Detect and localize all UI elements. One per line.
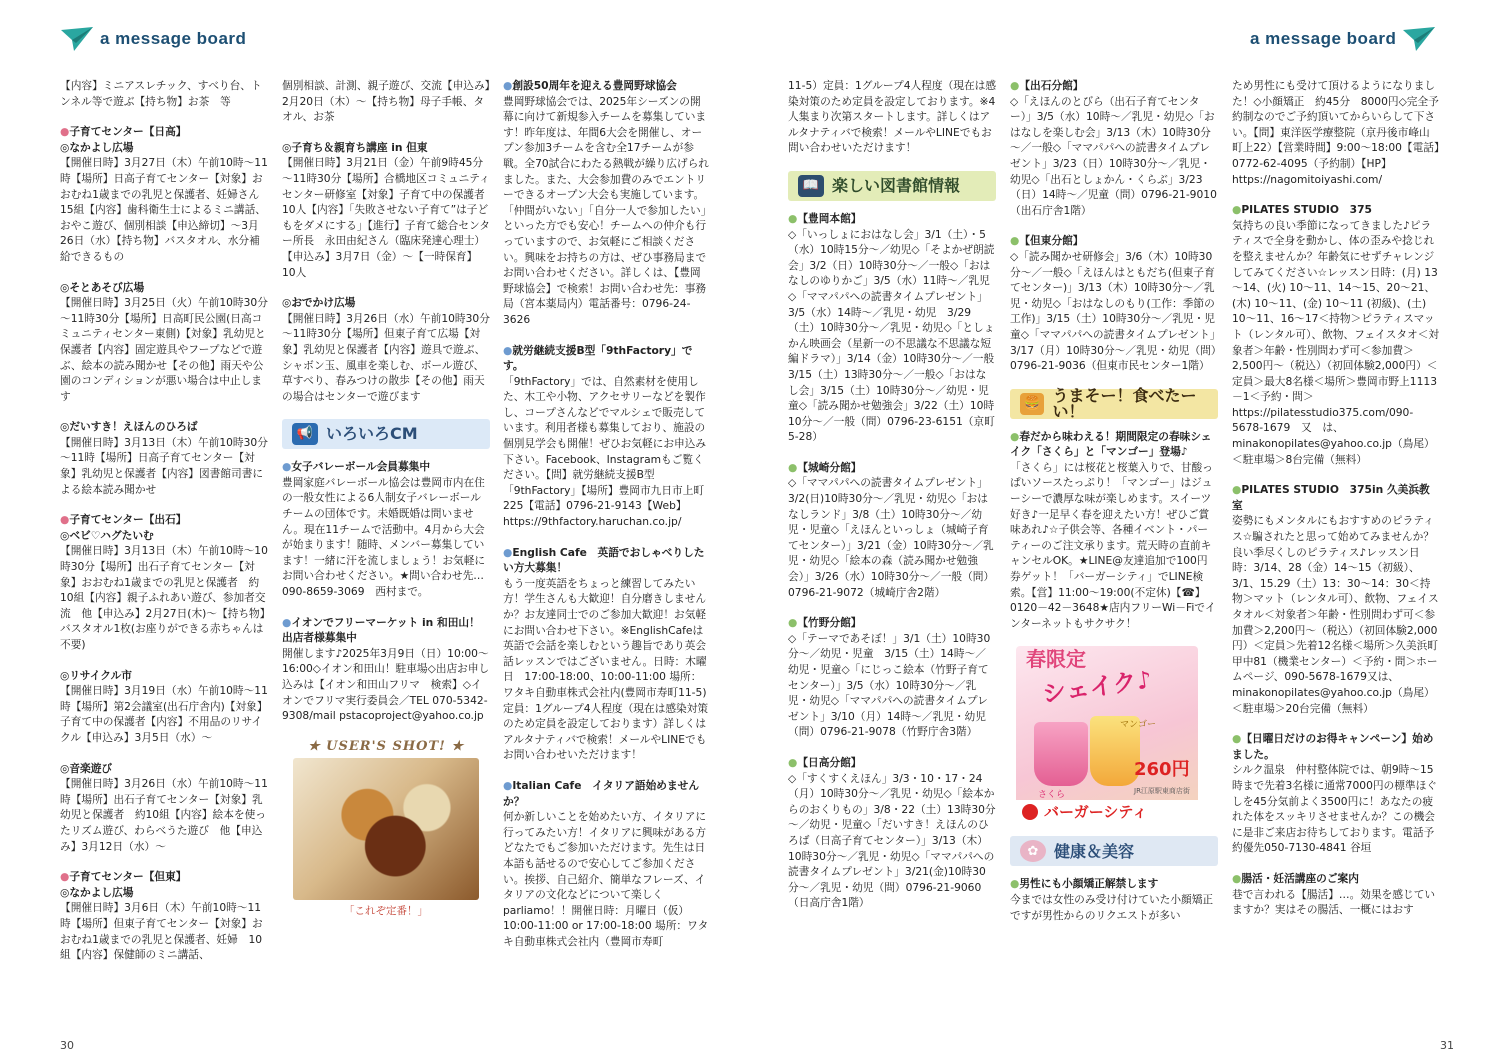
entry-heading: ◎子育ち＆親育ち講座 in 但東 xyxy=(282,140,428,154)
entry-heading: ◎音楽遊び xyxy=(60,761,113,775)
entry-italian xyxy=(503,778,711,950)
entry-soto xyxy=(60,280,268,405)
entry-body: ◇「読み聞かせ研修会」3/6（木）10時30分～／一般◇「えほんはともだち(但東子育てセンター)」3/13（木）10時30分～／乳児・幼児◇「おはなしのもり(工作：季節の工作)」3/15（土）10時30分～／乳児・児童◇「ママパパへの読書タイムプレゼント」3/17（月）10時30分～／乳児・幼児（問）0796-21-9036（但東市民センター1階） xyxy=(1010,249,1217,373)
entry-body: 開催します♪2025年3月9日（日）10:00～16:00◇イオン和田山！駐車場◇出店お申し込みは【イオン和田山フリマ 検索】◇イオンでフリマ実行委員会／TEL 070-5342-9308/mail pstacoproject@yahoo.co.jp xyxy=(282,646,490,723)
entry-heading: ● 【但東分館】 xyxy=(1010,233,1218,249)
entry-heading: ● 就労継続支援B型「9thFactory」です。 xyxy=(503,343,711,374)
entry-pilates-1 xyxy=(1232,202,1440,467)
ad-mango-label: マンゴー xyxy=(1120,720,1157,731)
entry-heading: ● 女子バレーボール会員募集中 xyxy=(282,459,490,475)
user-shot-caption: 「これぞ定番！」 xyxy=(344,905,428,918)
ad-headline-2: シェイク♪ xyxy=(1040,665,1154,709)
entry-heading: ● PILATES STUDIO 375 xyxy=(1232,202,1440,218)
column-2 xyxy=(282,78,496,1023)
entry-heading: ◎リサイクル市 xyxy=(60,668,132,682)
user-shot xyxy=(293,739,479,920)
entry-heading: ● 創設50周年を迎える豊岡野球協会 xyxy=(503,78,711,94)
column-1 xyxy=(60,78,268,1023)
banner-food xyxy=(1010,386,1218,421)
entry-heading: ● 春だから味わえる！期間限定の春味シェイク「さくら」と「マンゴー」登場♪ xyxy=(1010,429,1218,460)
entry-tanto-lib xyxy=(1010,233,1218,373)
column-2 xyxy=(1010,78,1218,1023)
entry-flea xyxy=(282,615,490,724)
entry-heading: ● English Cafe 英語でおしゃべりしたい方大募集！ xyxy=(503,545,711,576)
entry-heading: ◎なかよし広場 xyxy=(60,885,134,899)
entry-work xyxy=(503,343,711,530)
entry-heading: ● 【豊岡本館】 xyxy=(788,211,996,227)
entry-body: 豊岡家庭バレーボール協会は豊岡市内在住の一般女性による6人制女子バレーボールチームの団体です。未婚既婚は問いません。現在11チームで活動中。4月から大会が始まります！随時、メンバー募集しています！一緒に汗を流しましょう！お気軽にお問い合わせください。★問い合わせ先…090-8659-3069 西村まで。 xyxy=(282,475,486,599)
entry-face xyxy=(1010,876,1218,923)
entry-body: ◇「いっしょにおはなし会」3/1（土）・5（水）10時15分～／幼児◇「そよかぜ朗読会」3/2（日）10時30分～／一般◇「おはなしのゆりかご」3/5（水）11時～／乳児◇「ママパパへの読書タイムプレゼント」3/5（水）14時～／乳児・幼児 3/29（土）10時30分～／乳児・幼児◇「としょかん映画会（星新一の不思議な不思議な短編ドラマ）」3/14（金）10時30分～／一般 3/15（土）13時30分～／一般◇「おはなし会」3/15（土）10時30分～／幼児・児童◇「読み聞かせ勉強会」3/22（土）10時10分～／一般（問）0796-23-6151（京町5-28） xyxy=(788,227,1005,444)
entry-ehon xyxy=(60,419,268,497)
entry-baseball xyxy=(503,78,711,328)
column-3 xyxy=(1232,78,1440,1023)
banner-title: 楽しい図書館情報 xyxy=(832,176,961,196)
entry-ongaku xyxy=(60,761,268,855)
header-left xyxy=(60,22,246,56)
entry-kinosaki xyxy=(788,460,996,600)
entry-pilates-2 xyxy=(1232,482,1440,716)
entry-body: 【開催日時】3月21日（金）午前9時45分～11時30分【場所】合橋地区コミュニティセンター研修室【対象】子育て中の保護者 10人【内容】「失敗させない子育て”は子どもをダメにする」【進行】子育て総合センター所長 永田由紀さん（臨床発達心理士）【申込み】3月7日（金）～【一時保育】10人 xyxy=(282,156,496,279)
entry-body: 気持ちの良い季節になってきました♪ピラティスで全身を動かし、体の歪みや捻じれを整えませんか？年齢気にせずチャレンジしてみてください☆レッスン日時：(月) 13～14、(火) 10～11、14～15、20～21、(木) 10～11、(金) 10～11 (初級)、(土) 10～11、16～17＜持物＞ピラティスマット（レンタル可）、飲物、フェイスタオ＜対象者＞年齢・性別問わず可＜参加費＞2,500円～（税込）（初回体験2,000円）＜定員＞最大8名様＜場所＞豊岡市野上1113－1＜予約・問＞https://pilatesstudio375.com/090-5678-1679 又 は、minakonopilates@yahoo.co.jp（鳥尾）＜駐車場＞8台完備（無料） xyxy=(1232,218,1440,466)
ad-price: 260円 xyxy=(1134,759,1190,781)
entry-tanto xyxy=(60,869,268,963)
entry-heading: ◎そとあそび広場 xyxy=(60,280,145,294)
entry-body: ◇「えほんのとびら（出石子育てセンター）」3/5（水）10時～／乳児・幼児◇「おはなしを楽しむ会」3/13（木）10時30分～／一般◇「ママパパへの読書タイムプレゼント」3/23（日）10時30分～／乳児・幼児◇「出石としょかん・くらぶ」3/23（日）14時～／児童（問）0796-21-9010（出石庁舎1階） xyxy=(1010,94,1217,217)
entry-campaign xyxy=(1232,731,1440,856)
header-title: a message board xyxy=(100,29,247,48)
entry-heading: ● 男性にも小顔矯正解禁します xyxy=(1010,876,1218,892)
entry-heading: ● 【出石分館】 xyxy=(1010,78,1218,94)
paper-plane-icon xyxy=(60,26,94,52)
entry-body: 【開催日時】3月26日（水）午前10時30分～11時30分【場所】但東子育て広場【対象】乳幼児と保護者【内容】遊具で遊ぶ、シャボン玉、風車を楽しむ、ボール遊び、草すべり、春みつけの散歩【その他】雨天の場合はセンターで遊びます xyxy=(282,311,490,403)
entry-heading: ◎だいすき！えほんのひろば xyxy=(60,420,198,434)
entry-shake xyxy=(1010,429,1218,632)
burger-city-ad xyxy=(1016,646,1198,824)
entry-heading: ● 【竹野分館】 xyxy=(788,615,996,631)
entry-text: ため男性にも受けて頂けるようになりました！◇小顔矯正 約45分 8000円◇完全予約制なのでご予約頂いてからいらして下さい。【問】東洋医学療整院（京丹後市峰山町上22）【営業時間】9:00～18:00【電話】0772-62-4095（予約制）【HP】https://nagomitoiyashi.com/ xyxy=(1232,79,1440,186)
entry-kosodachi xyxy=(282,140,496,280)
ad-brand-name: バーガーシティ xyxy=(1044,802,1148,821)
entry-izushi-lib xyxy=(1010,78,1218,218)
entry-body: 【開催日時】3月6日（木）午前10時～11時【場所】但東子育てセンター【対象】おおむね1歳までの乳児と保護者、妊婦 10組【内容】保健師のミニ講話、 xyxy=(60,901,263,962)
entry-text: 11-5）定員：1グループ4人程度（現在は感染対策のため定員を設定しております。※4人集まり次第スタートします。詳しくはアルタナティバで検索！メールやLINEでもお問い合わせいただけます！ xyxy=(788,79,997,155)
entry-heading: ● 【日曜日だけのお得キャンペーン】始めました。 xyxy=(1232,731,1440,762)
entry-body: 【開催日時】3月25日（火）午前10時30分～11時30分【場所】日高町民公園(日高コミュニティセンター東側)【対象】乳幼児と保護者【内容】固定遊具やフープなどで遊ぶ、絵本の読み聞かせ【その他】雨天や公園のコンディションが悪い場合は中止します xyxy=(60,296,268,403)
entry-body: 巷で言われる【腸活】…。効果を感じていますか？実はその腸活、一概にはおす xyxy=(1232,887,1436,917)
section-heading: ● 子育てセンター【日高】 xyxy=(60,124,268,140)
entry-hidaka-lib xyxy=(788,755,996,911)
entry-body: 豊岡野球協会では、2025年シーズンの開幕に向けて新規参入チームを募集しています！昨年度は、年間6大会を開催し、オープン参加3チームを含む全17チームが参戦。全70試合にわたる熱戦が繰り広げられました。また、大会参加費のみでエントリーできるオープン大会も実施しています。「仲間がいない」「自分一人で参加したい」といった方でも安心！チームへの仲介も行っていますので、お気軽にご相談ください。興味をお持ちの方は、ぜひ事務局までお問い合わせください。詳しくは、【豊岡野球協会】で検索！お問い合わせ先：事務局（宮本薬局内）電話番号：0796-24-3626 xyxy=(503,94,709,326)
entry-body: 「さくら」には桜花と桜葉入りで、甘酸っぱいソースたっぷり！「マンゴー」はジューシーで濃厚な味が楽しめます。スイーツ好き♪一足早く春を迎えたい方！ぜひご賞味あれ♪☆子供会等、各種イベント・パーティーのご注文承ります。荒天時の直前キャンセルOK。★LINE@友達追加で100円券ゲット！「バーガーシティ」でLINE検索。【営】11:00～19:00(不定休)【☎】0120－42－3648★店内フリーWi－Fiでインターネットもサクサク！ xyxy=(1010,460,1216,630)
megaphone-icon: 📢 xyxy=(292,423,318,445)
entry-heading: ◎ベビ♡ハグたいむ xyxy=(60,528,154,542)
ad-headline: 春限定 xyxy=(1026,647,1086,672)
entry-odekake xyxy=(282,295,490,404)
entry-heading: ● イオンでフリーマーケット in 和田山！出店者様募集中 xyxy=(282,615,490,646)
entry-heading: ● 【日高分館】 xyxy=(788,755,996,771)
banner-health xyxy=(1010,836,1218,866)
entry-heading: ● 腸活・妊活講座のご案内 xyxy=(1232,871,1440,887)
entry-heading: ● 【城崎分館】 xyxy=(788,460,996,476)
entry-body: 【開催日時】3月26日（水）午前10時～11時【場所】出石子育てセンター【対象】乳幼児と保護者 約10組【内容】絵本を使ったリズム遊び、わらべうた遊び 他【申込み】3月12日（水）～ xyxy=(60,777,268,853)
section-heading: ● 子育てセンター【但東】 xyxy=(60,869,268,885)
ad-sakura-label: さくら xyxy=(1038,790,1066,801)
entry-hidaka xyxy=(60,124,268,264)
column-3 xyxy=(503,78,711,1023)
banner-library xyxy=(788,171,996,201)
page-31 xyxy=(750,0,1500,1064)
flower-icon: ✿ xyxy=(1020,840,1046,862)
column-1 xyxy=(788,78,1005,1023)
entry-body: 今までは女性のみ受け付けていた小顔矯正ですが男性からのリクエストが多い xyxy=(1010,893,1214,922)
ad-shop-location: JR江原駅東商店街 xyxy=(1134,787,1190,796)
entry-recycle xyxy=(60,668,268,746)
page-number: 31 xyxy=(1440,1039,1454,1052)
banner-title: うまそー！食べたーい！ xyxy=(1052,386,1197,421)
entry-heading: ◎おでかけ広場 xyxy=(282,296,356,310)
entry-volley xyxy=(282,459,490,599)
entry-body: 何か新しいことを始めたい方、イタリアに行ってみたい方！イタリアに興味がある方どなたでもご参加いただけます。先生は日本語も話せるので安心してご参加ください。挨拶、自己紹介、簡単なフレーズ、イタリアの文化などについて楽しくparliamo！！開催日時：月曜日（仮）10:00-11:00 or 17:00-18:00 場所：ワタキ自動車株式会社内（豊岡市寿町 xyxy=(503,810,709,948)
entry-body: シルク温泉 仲村整体院では、朝9時～15時まで先着3名様に通常7000円の標準ほぐしを45分気前よく3500円に！あなたの疲れた体をスッキリさせませんか？この機会に是非ご来店お待ちしております。電話予約優先050-7130-4841 谷垣 xyxy=(1232,763,1438,855)
book-icon: 📖 xyxy=(798,175,824,197)
entry-text: 個別相談、計測、親子遊び、交流【申込み】2月20日（木）～【持ち物】母子手帳、タオル、お茶 xyxy=(282,79,490,124)
section-heading: ● 子育てセンター【出石】 xyxy=(60,512,268,528)
entry-heading: ● Italian Cafe イタリア語始めませんか？ xyxy=(503,778,711,809)
sakura-shake-image xyxy=(1034,722,1088,786)
entry-body: 「9thFactory」では、自然素材を使用した、木工や小物、アクセサリーなどを製作し、コープさんなどでマルシェで販売しています。利用者様も募集しており、施設の個別見学会も開催！ぜひお気軽にお申込み下さい。Facebook、Instagramもご覧ください。【問】就労継続支援B型「9thFactory」【場所】豊岡市九日市上町225【電話】0796-21-9143【Web】https://9thfactory.haruchan.co.jp/ xyxy=(503,374,707,529)
entry-body: 姿勢にもメンタルにもおすすめのピラティス☆騙されたと思って始めてみませんか？良い季尽くしのピラティス♪レッスン日時：3/14、28（金）14～15（初級）、3/1、15.29（土）13：30～14：30＜持物＞マット（レンタル可）、飲物、フェイスタオル＜対象者＞年齢・性別問わず可＜参加費＞2,200円～（税込）（初回体験2,000円）＜定員＞先着12名様＜場所＞久美浜町甲中81（機業センター）＜予約・問＞ホームページ、090-5678-1679又は、minakonopilates@yahoo.co.jp（鳥尾）＜駐車場＞20台完備（無料） xyxy=(1232,514,1439,715)
entry-body: 【開催日時】3月13日（木）午前10時～10時30分【場所】出石子育てセンター【対象】おおむね1歳までの乳児と保護者 約10組【内容】親子ふれあい遊び、参加者交流 他【申込み】2月27日(木)～【持ち物】バスタオル1枚(お座りができる赤ちゃんは不要) xyxy=(60,544,268,651)
entry-heading: ◎なかよし広場 xyxy=(60,140,134,154)
page-number: 30 xyxy=(60,1039,74,1052)
paper-plane-icon xyxy=(1402,26,1436,52)
header-right xyxy=(1250,22,1436,56)
entry-chou xyxy=(1232,871,1440,918)
burger-icon: 🍔 xyxy=(1020,393,1044,415)
entry-izushi xyxy=(60,512,268,652)
ad-brand-bar xyxy=(1016,800,1198,824)
entry-english xyxy=(503,545,711,763)
entry-body: もう一度英語をちょっと練習してみたい方！学生さんも大歓迎！自分磨きしませんか？お友達同士でのご参加大歓迎！お気軽にお問い合わせ下さい。※EnglishCafeは英語で会話を楽しむという趣旨であり英会話レッスンではございません。日時：木曜日 17:00-18:00、10:00-11:00 場所：ワタキ自動車株式会社内(豊岡市寿町11-5)定員：1グループ4人程度（現在は感染対策のため定員を設定しております）詳しくはアルタナティバで検索！メールやLINEでもお問い合わせいただけます！ xyxy=(503,576,709,762)
burger-city-logo-icon xyxy=(1022,804,1038,820)
entry-heading: ● PILATES STUDIO 375in 久美浜教室 xyxy=(1232,482,1440,513)
user-shot-photo xyxy=(293,758,479,900)
user-shot-label: ★ USER'S SHOT! ★ xyxy=(307,738,465,754)
entry-takeno xyxy=(788,615,996,740)
entry-body: 【開催日時】3月27日（木）午前10時～11時【場所】日高子育てセンター【対象】おおむね1歳までの乳児と保護者、妊婦さん 15組【内容】歯科衛生士によるミニ講話、おやこ遊び、個別相談【申込締切】～3月26日（水）【持ち物】バスタオル、水分補給できるもの xyxy=(60,156,270,263)
entry-body: ◇「すくすくえほん」3/3・10・17・24（月）10時30分～／乳児・幼児◇「絵本からのおくりもの」3/8・22（土）13時30分～／幼児・児童◇「だいすき！えほんのひろば（日高子育てセンター）」3/13（木）10時30分～／乳児・幼児◇「ママパパへの読書タイムプレゼント」3/21(金)10時30分～／乳児・幼児（問）0796-21-9060（日高庁舎1階） xyxy=(788,771,996,910)
entry-toyooka xyxy=(788,211,1005,445)
banner-cm xyxy=(282,419,490,449)
banner-title: 健康＆美容 xyxy=(1054,841,1135,861)
entry-body: ◇「ママパパへの読書タイムプレゼント」3/2(日)10時30分～／乳児・幼児◇「おはなしランド」3/8（土）10時30分～／幼児・児童◇「えほんといっしょ（城崎子育てセンター）」3/21（金）10時30分～／乳児・幼児◇「絵本の森（読み聞かせ勉強会）」3/26（水）10時30分～／一般（問）0796-21-9072（城崎庁舎2階） xyxy=(788,476,995,599)
entry-body: ◇「テーマであそぼ！」3/1（土）10時30分～／幼児・児童 3/15（土）14時～／幼児・児童◇「にじっこ絵本（竹野子育てセンター）」3/5（水）10時30分～／乳児・幼児◇「ママパパへの読書タイムプレゼント」3/10（月）14時～／乳児・幼児（問）0796-21-9078（竹野庁舎3階） xyxy=(788,631,991,739)
entry-body: 【開催日時】3月19日（水）午前10時～11時【場所】第2会議室(出石庁舎内)【対象】子育て中の保護者【内容】不用品のリサイクル【申込み】3月5日（水）～ xyxy=(60,684,268,744)
entry-text: 【内容】ミニアスレチック、すべり台、トンネル等で遊ぶ【持ち物】お茶 等 xyxy=(60,79,262,108)
header-title: a message board xyxy=(1250,29,1397,48)
banner-title: いろいろCM xyxy=(326,424,418,444)
entry-body: 【開催日時】3月13日（木）午前10時30分～11時【場所】日高子育てセンター【対象】乳幼児と保護者【内容】図書館司書による絵本読み聞かせ xyxy=(60,435,268,496)
